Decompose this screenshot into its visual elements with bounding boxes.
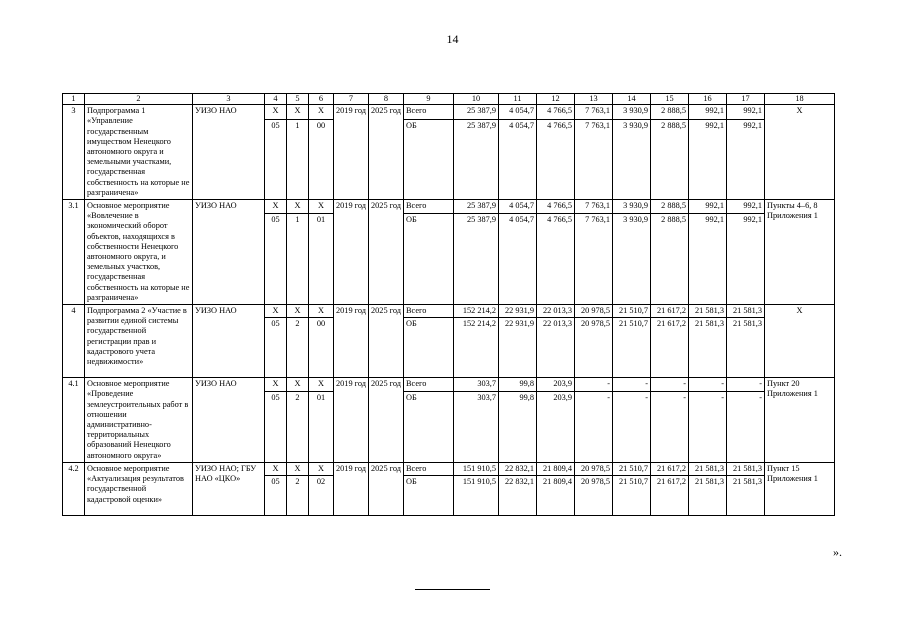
code-cell: Х — [287, 200, 309, 214]
code-cell: 05 — [265, 476, 287, 516]
amount-cell: 25 387,9 — [454, 214, 499, 305]
funding-source: Всего — [404, 462, 454, 475]
code-cell: Х — [265, 200, 287, 214]
code-cell: 01 — [309, 214, 334, 305]
amount-cell: 4 766,5 — [537, 105, 575, 119]
end-year: 2025 год — [369, 305, 404, 378]
end-year: 2025 год — [369, 462, 404, 515]
table-row — [63, 105, 835, 119]
code-cell: 02 — [309, 476, 334, 516]
amount-cell: 2 888,5 — [651, 105, 689, 119]
row-note: Пункты 4–6, 8 Приложения 1 — [765, 200, 835, 305]
amount-cell: 7 763,1 — [575, 105, 613, 119]
amount-cell: 25 387,9 — [454, 200, 499, 214]
column-number-10: 10 — [454, 94, 499, 105]
code-cell: Х — [287, 105, 309, 119]
amount-cell: 21 510,7 — [613, 476, 651, 516]
code-cell: 2 — [287, 391, 309, 462]
end-year: 2025 год — [369, 378, 404, 463]
column-number-3: 3 — [193, 94, 265, 105]
amount-cell: 992,1 — [689, 200, 727, 214]
amount-cell: 21 809,4 — [537, 476, 575, 516]
amount-cell: - — [651, 378, 689, 391]
code-cell: Х — [265, 378, 287, 391]
code-cell: Х — [287, 462, 309, 475]
amount-cell: 21 581,3 — [689, 462, 727, 475]
amount-cell: 3 930,9 — [613, 200, 651, 214]
code-cell: 2 — [287, 476, 309, 516]
code-cell: 05 — [265, 214, 287, 305]
amount-cell: 20 978,5 — [575, 318, 613, 378]
row-number: 4 — [63, 305, 85, 378]
amount-cell: 303,7 — [454, 391, 499, 462]
amount-cell: 22 931,9 — [499, 318, 537, 378]
amount-cell: 22 832,1 — [499, 476, 537, 516]
table-row — [63, 462, 835, 475]
amount-cell: 4 766,5 — [537, 119, 575, 199]
start-year: 2019 год — [334, 378, 369, 463]
amount-cell: 21 617,2 — [651, 305, 689, 318]
page-number: 14 — [446, 32, 459, 46]
column-number-13: 13 — [575, 94, 613, 105]
row-number: 3.1 — [63, 200, 85, 305]
amount-cell: - — [575, 378, 613, 391]
row-name: Основное мероприятие «Актуализация результатов государственной кадастровой оценки» — [85, 462, 193, 515]
code-cell: 05 — [265, 318, 287, 378]
row-name: Подпрограмма 2 «Участие в развитии единой системы государственной регистрации прав и кадастрового учета недвижимости» — [85, 305, 193, 378]
amount-cell: 4 766,5 — [537, 214, 575, 305]
amount-cell: 203,9 — [537, 378, 575, 391]
amount-cell: - — [613, 391, 651, 462]
amount-cell: 151 910,5 — [454, 462, 499, 475]
row-executor: УИЗО НАО — [193, 305, 265, 378]
amount-cell: 4 054,7 — [499, 200, 537, 214]
amount-cell: - — [727, 391, 765, 462]
amount-cell: - — [689, 378, 727, 391]
funding-source: Всего — [404, 378, 454, 391]
amount-cell: 992,1 — [689, 105, 727, 119]
code-cell: 1 — [287, 119, 309, 199]
amount-cell: 25 387,9 — [454, 105, 499, 119]
amount-cell: 21 581,3 — [727, 318, 765, 378]
amount-cell: 21 581,3 — [727, 462, 765, 475]
column-number-12: 12 — [537, 94, 575, 105]
amount-cell: 992,1 — [727, 119, 765, 199]
row-executor: УИЗО НАО — [193, 200, 265, 305]
row-number: 4.1 — [63, 378, 85, 463]
amount-cell: 7 763,1 — [575, 200, 613, 214]
closing-quote: ». — [833, 545, 842, 559]
amount-cell: 2 888,5 — [651, 119, 689, 199]
amount-cell: 7 763,1 — [575, 119, 613, 199]
code-cell: Х — [287, 378, 309, 391]
amount-cell: 21 617,2 — [651, 476, 689, 516]
amount-cell: 7 763,1 — [575, 214, 613, 305]
column-number-11: 11 — [499, 94, 537, 105]
code-cell: 1 — [287, 214, 309, 305]
column-number-4: 4 — [265, 94, 287, 105]
amount-cell: 99,8 — [499, 378, 537, 391]
column-number-18: 18 — [765, 94, 835, 105]
amount-cell: 992,1 — [689, 119, 727, 199]
amount-cell: 22 931,9 — [499, 305, 537, 318]
code-cell: Х — [309, 105, 334, 119]
code-cell: 00 — [309, 318, 334, 378]
amount-cell: - — [727, 378, 765, 391]
amount-cell: 152 214,2 — [454, 305, 499, 318]
amount-cell: 21 510,7 — [613, 305, 651, 318]
amount-cell: 22 013,3 — [537, 318, 575, 378]
funding-source: Всего — [404, 105, 454, 119]
row-number: 3 — [63, 105, 85, 200]
amount-cell: 21 809,4 — [537, 462, 575, 475]
amount-cell: 4 766,5 — [537, 200, 575, 214]
amount-cell: 4 054,7 — [499, 105, 537, 119]
code-cell: 05 — [265, 391, 287, 462]
amount-cell: 20 978,5 — [575, 462, 613, 475]
row-note: Х — [765, 305, 835, 378]
column-number-5: 5 — [287, 94, 309, 105]
end-year: 2025 год — [369, 200, 404, 305]
amount-cell: - — [689, 391, 727, 462]
end-year: 2025 год — [369, 105, 404, 200]
row-number: 4.2 — [63, 462, 85, 515]
amount-cell: 21 581,3 — [689, 476, 727, 516]
funding-source: ОБ — [404, 214, 454, 305]
row-executor: УИЗО НАО — [193, 378, 265, 463]
start-year: 2019 год — [334, 305, 369, 378]
amount-cell: 303,7 — [454, 378, 499, 391]
funding-source: ОБ — [404, 119, 454, 199]
code-cell: Х — [309, 378, 334, 391]
amount-cell: 20 978,5 — [575, 305, 613, 318]
table-row — [63, 200, 835, 214]
column-number-16: 16 — [689, 94, 727, 105]
amount-cell: 4 054,7 — [499, 214, 537, 305]
amount-cell: 4 054,7 — [499, 119, 537, 199]
amount-cell: 21 510,7 — [613, 318, 651, 378]
budget-table — [62, 93, 835, 516]
amount-cell: 992,1 — [727, 200, 765, 214]
table-row — [63, 305, 835, 318]
amount-cell: 3 930,9 — [613, 105, 651, 119]
amount-cell: 2 888,5 — [651, 200, 689, 214]
amount-cell: 203,9 — [537, 391, 575, 462]
amount-cell: 992,1 — [727, 214, 765, 305]
code-cell: 01 — [309, 391, 334, 462]
funding-source: Всего — [404, 200, 454, 214]
code-cell: Х — [265, 305, 287, 318]
row-executor: УИЗО НАО — [193, 105, 265, 200]
amount-cell: 21 581,3 — [689, 318, 727, 378]
amount-cell: 21 617,2 — [651, 318, 689, 378]
row-executor: УИЗО НАО; ГБУ НАО «ЦКО» — [193, 462, 265, 515]
funding-source: ОБ — [404, 476, 454, 516]
start-year: 2019 год — [334, 462, 369, 515]
column-number-2: 2 — [85, 94, 193, 105]
funding-source: ОБ — [404, 391, 454, 462]
amount-cell: 21 581,3 — [727, 305, 765, 318]
code-cell: 2 — [287, 318, 309, 378]
start-year: 2019 год — [334, 200, 369, 305]
column-number-9: 9 — [404, 94, 454, 105]
code-cell: Х — [309, 462, 334, 475]
code-cell: Х — [265, 462, 287, 475]
row-note: Пункт 20 Приложения 1 — [765, 378, 835, 463]
amount-cell: 3 930,9 — [613, 119, 651, 199]
amount-cell: - — [575, 391, 613, 462]
code-cell: 05 — [265, 119, 287, 199]
amount-cell: 22 013,3 — [537, 305, 575, 318]
header-row — [63, 94, 835, 105]
code-cell: 00 — [309, 119, 334, 199]
amount-cell: 20 978,5 — [575, 476, 613, 516]
amount-cell: 992,1 — [727, 105, 765, 119]
row-name: Подпрограмма 1 «Управление государственным имуществом Ненецкого автономного округа и земельными участками, государственная собственность на которые не разграничена» — [85, 105, 193, 200]
amount-cell: 2 888,5 — [651, 214, 689, 305]
amount-cell: 21 617,2 — [651, 462, 689, 475]
amount-cell: 99,8 — [499, 391, 537, 462]
column-number-7: 7 — [334, 94, 369, 105]
amount-cell: 152 214,2 — [454, 318, 499, 378]
start-year: 2019 год — [334, 105, 369, 200]
amount-cell: - — [651, 391, 689, 462]
amount-cell: 21 581,3 — [727, 476, 765, 516]
amount-cell: 21 581,3 — [689, 305, 727, 318]
column-number-6: 6 — [309, 94, 334, 105]
row-note: Х — [765, 105, 835, 200]
amount-cell: 151 910,5 — [454, 476, 499, 516]
column-number-17: 17 — [727, 94, 765, 105]
amount-cell: 992,1 — [689, 214, 727, 305]
amount-cell: 21 510,7 — [613, 462, 651, 475]
column-number-14: 14 — [613, 94, 651, 105]
amount-cell: - — [613, 378, 651, 391]
table-row — [63, 378, 835, 391]
row-name: Основное мероприятие «Проведение землеустроительных работ в отношении административно-территориальных образований Ненецкого автономного округа» — [85, 378, 193, 463]
row-note: Пункт 15 Приложения 1 — [765, 462, 835, 515]
amount-cell: 25 387,9 — [454, 119, 499, 199]
footnote-separator — [415, 589, 490, 590]
amount-cell: 3 930,9 — [613, 214, 651, 305]
amount-cell: 22 832,1 — [499, 462, 537, 475]
column-number-15: 15 — [651, 94, 689, 105]
funding-source: ОБ — [404, 318, 454, 378]
code-cell: Х — [309, 200, 334, 214]
row-name: Основное мероприятие «Вовлечение в экономический оборот объектов, находящихся в собственности Ненецкого автономного округа, и земельных участков, государственная собственность на которые не разграничена» — [85, 200, 193, 305]
column-number-8: 8 — [369, 94, 404, 105]
code-cell: Х — [265, 105, 287, 119]
column-number-1: 1 — [63, 94, 85, 105]
code-cell: Х — [309, 305, 334, 318]
code-cell: Х — [287, 305, 309, 318]
funding-source: Всего — [404, 305, 454, 318]
